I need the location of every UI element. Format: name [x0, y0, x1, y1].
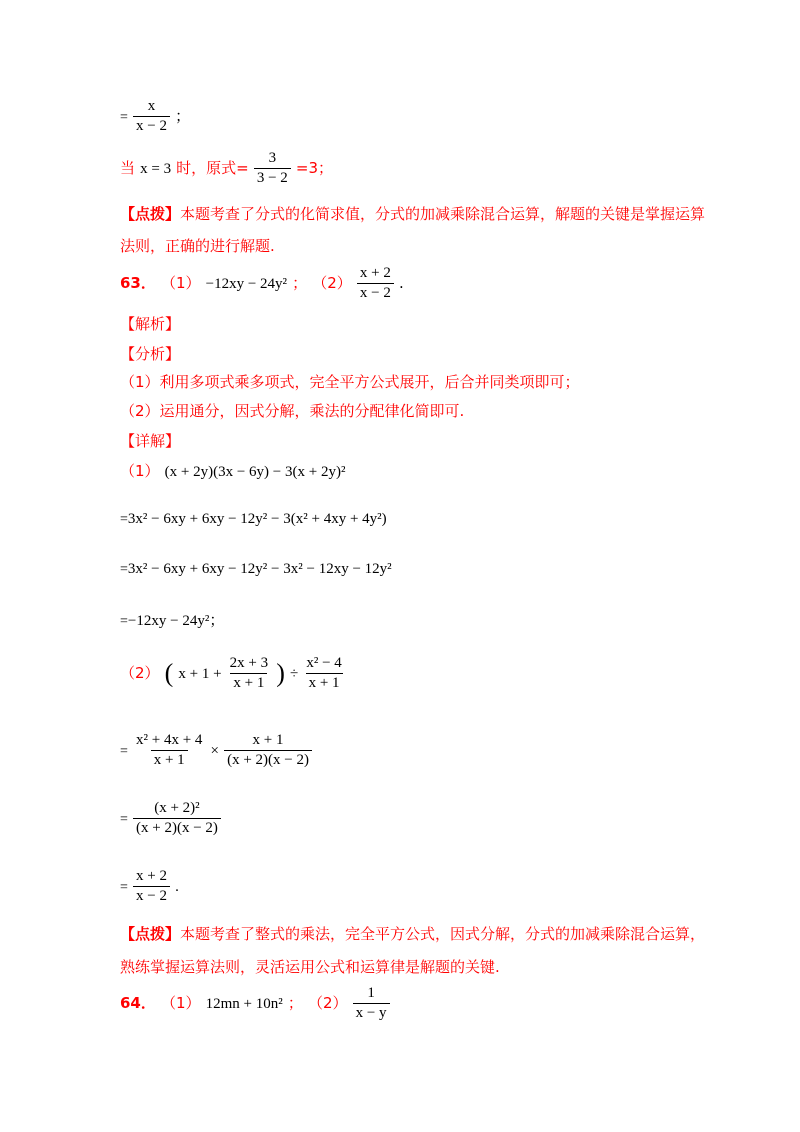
- denominator: x − 2: [133, 886, 170, 905]
- numerator: 1: [367, 985, 375, 1001]
- condition: x = 3: [140, 161, 172, 177]
- denominator: 3 − 2: [254, 168, 291, 187]
- divide-sign: ÷: [290, 666, 299, 682]
- separator: ；: [292, 274, 308, 292]
- result: =3；: [295, 159, 334, 177]
- fraction: [133, 868, 170, 905]
- question-64-answer: [120, 985, 390, 1022]
- numerator: x² + 4x + 4: [136, 732, 203, 748]
- answer-1: 12mn + 10n²: [205, 996, 283, 1012]
- question-number: 63．: [120, 274, 156, 292]
- fraction: [227, 655, 271, 692]
- step-2-3: [120, 800, 221, 837]
- numerator: x + 2: [359, 265, 391, 281]
- step-1-3: [120, 558, 392, 578]
- note-text: 本题考查了分式的化简求值，分式的加减乘除混合运算，解题的关键是掌握运算: [180, 205, 706, 223]
- note-tag: 【点拨】: [120, 205, 181, 223]
- semicolon: ；: [175, 107, 191, 125]
- equals-sign: =: [120, 880, 128, 895]
- fraction: [303, 655, 344, 692]
- term: x + 1 +: [178, 666, 222, 682]
- denominator: x + 1: [306, 673, 343, 692]
- analysis-line-1: （1）利用多项式乘多项式，完全平方公式展开，后合并同类项即可；: [120, 373, 580, 391]
- equals-sign: =: [120, 512, 128, 527]
- part-label: （1）: [160, 274, 201, 292]
- question-number: 64．: [120, 994, 156, 1012]
- step-1-4: [120, 609, 224, 630]
- denominator: x + 1: [230, 673, 267, 692]
- answer-2-fraction: [353, 985, 390, 1022]
- text: 当: [120, 159, 136, 177]
- numerator: x: [147, 98, 156, 114]
- section-fenxi: 【分析】: [120, 345, 181, 363]
- text: 时，原式=: [176, 159, 249, 177]
- left-paren: (: [164, 658, 174, 688]
- period: .: [175, 879, 179, 895]
- semicolon: ；: [209, 611, 225, 629]
- fraction: [133, 98, 170, 135]
- step-1-2: [120, 508, 387, 528]
- step-1-1: [120, 460, 345, 481]
- denominator: (x + 2)(x − 2): [224, 750, 312, 769]
- times-sign: ×: [210, 743, 219, 759]
- denominator: x + 1: [151, 750, 188, 769]
- equals-sign: =: [120, 744, 128, 759]
- note-line: [120, 923, 705, 944]
- numerator: 3: [268, 150, 277, 166]
- denominator: x − 2: [357, 283, 394, 302]
- expression: −12xy − 24y²: [127, 613, 210, 629]
- numerator: (x + 2)²: [154, 800, 200, 816]
- note-line: [120, 235, 275, 256]
- equals-sign: =: [120, 110, 128, 125]
- evaluate-line: [120, 150, 333, 187]
- note-text: 本题考查了整式的乘法，完全平方公式，因式分解，分式的加减乘除混合运算，: [180, 925, 706, 943]
- section-xiangjie: 【详解】: [120, 432, 181, 450]
- numerator: x + 1: [252, 732, 284, 748]
- fraction: [224, 732, 312, 769]
- note-text: 熟练掌握运算法则，灵活运用公式和运算律是解题的关键.: [120, 958, 500, 976]
- numerator: 2x + 3: [229, 655, 269, 671]
- denominator: (x + 2)(x − 2): [133, 818, 221, 837]
- numerator: x² − 4: [306, 655, 342, 671]
- part-label: （1）: [160, 994, 201, 1012]
- question-63-answer: [120, 265, 404, 302]
- note-tag: 【点拨】: [120, 925, 181, 943]
- note-line: [120, 956, 500, 977]
- denominator: x − 2: [133, 116, 170, 135]
- section-jiexi: 【解析】: [120, 315, 181, 333]
- step-result-fraction: [120, 98, 190, 135]
- answer-1: −12xy − 24y²: [205, 276, 288, 292]
- step-2-4: [120, 868, 179, 905]
- step-2-1: [120, 655, 345, 692]
- note-line: [120, 203, 705, 224]
- equals-sign: =: [120, 562, 128, 577]
- answer-2-fraction: [357, 265, 394, 302]
- expression: 3x² − 6xy + 6xy − 12y² − 3x² − 12xy − 12y²: [127, 561, 392, 577]
- note-text: 法则，正确的进行解题.: [120, 237, 275, 255]
- fraction: [133, 800, 221, 837]
- expression: (x + 2y)(3x − 6y) − 3(x + 2y)²: [164, 464, 346, 480]
- part-label: （2）: [120, 664, 160, 682]
- part-label: （2）: [307, 994, 348, 1012]
- period: .: [398, 274, 404, 292]
- fraction: [133, 732, 205, 769]
- numerator: x + 2: [136, 868, 167, 884]
- right-paren: ): [276, 658, 285, 688]
- fraction: [254, 150, 291, 187]
- equals-sign: =: [120, 812, 128, 827]
- denominator: x − y: [353, 1003, 390, 1022]
- analysis-line-2: （2）运用通分，因式分解，乘法的分配律化简即可.: [120, 402, 465, 420]
- step-2-2: [120, 732, 312, 769]
- expression: 3x² − 6xy + 6xy − 12y² − 3(x² + 4xy + 4y²): [127, 511, 387, 527]
- part-label: （1）: [120, 462, 160, 480]
- part-label: （2）: [312, 274, 352, 292]
- separator: ；: [287, 994, 303, 1012]
- equals-sign: =: [120, 614, 128, 629]
